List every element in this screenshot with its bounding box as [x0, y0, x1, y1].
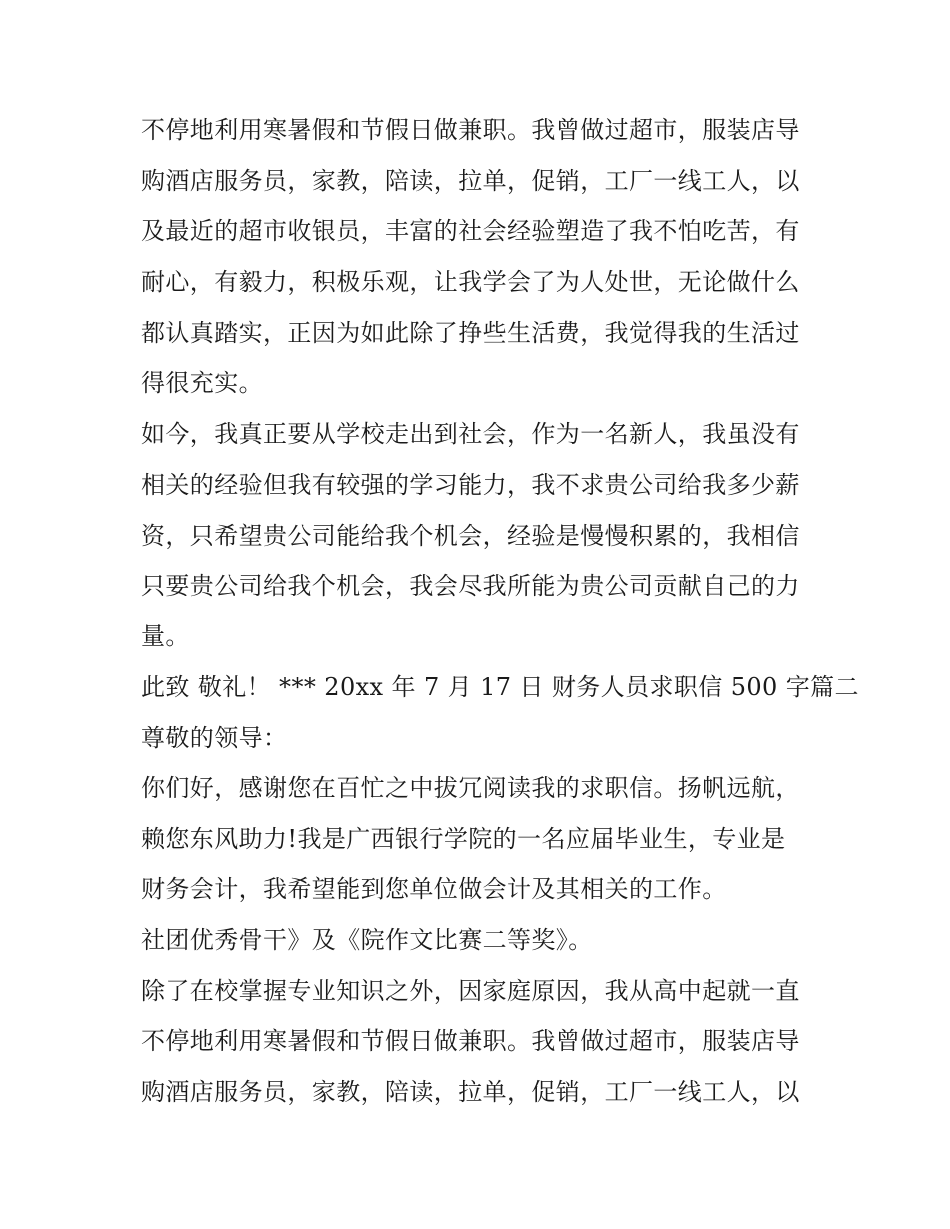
text-line: 你们好，感谢您在百忙之中拔冗阅读我的求职信。扬帆远航，	[141, 774, 800, 802]
text-line: 社团优秀骨干》及《院作文比赛二等奖》。	[141, 926, 593, 954]
text-line: 购酒店服务员，家教，陪读，拉单，促销，工厂一线工人，以	[141, 167, 800, 195]
text-line: 耐心，有毅力，积极乐观，让我学会了为人处世，无论做什么	[141, 268, 800, 296]
text-line: 得很充实。	[141, 369, 263, 397]
text-line: 量。	[141, 622, 190, 650]
text-line: 都认真踏实，正因为如此除了挣些生活费，我觉得我的生活过	[141, 319, 800, 347]
text-line: 购酒店服务员，家教，陪读，拉单，促销，工厂一线工人，以	[141, 1078, 800, 1106]
text-line: 不停地利用寒暑假和节假日做兼职。我曾做过超市，服装店导	[141, 116, 800, 144]
text-line: 只要贵公司给我个机会，我会尽我所能为贵公司贡献自己的力	[141, 572, 800, 600]
text-line: 财务会计，我希望能到您单位做会计及其相关的工作。	[141, 875, 727, 903]
text-line: 此致 敬礼！ *** 20xx 年 7 月 17 日 财务人员求职信 500 字篇二	[141, 673, 859, 701]
text-line: 相关的经验但我有较强的学习能力，我不求贵公司给我多少薪	[141, 471, 800, 499]
text-line: 除了在校掌握专业知识之外，因家庭原因，我从高中起就一直	[141, 977, 800, 1005]
text-line: 资，只希望贵公司能给我个机会，经验是慢慢积累的，我相信	[141, 522, 800, 550]
text-line: 赖您东风助力!我是广西银行学院的一名应届毕业生，专业是	[141, 825, 786, 853]
text-line: 如今，我真正要从学校走出到社会，作为一名新人，我虽没有	[141, 420, 800, 448]
text-line: 不停地利用寒暑假和节假日做兼职。我曾做过超市，服装店导	[141, 1027, 800, 1055]
text-line: 尊敬的领导：	[141, 724, 288, 752]
text-line: 及最近的超市收银员，丰富的社会经验塑造了我不怕吃苦，有	[141, 217, 800, 245]
